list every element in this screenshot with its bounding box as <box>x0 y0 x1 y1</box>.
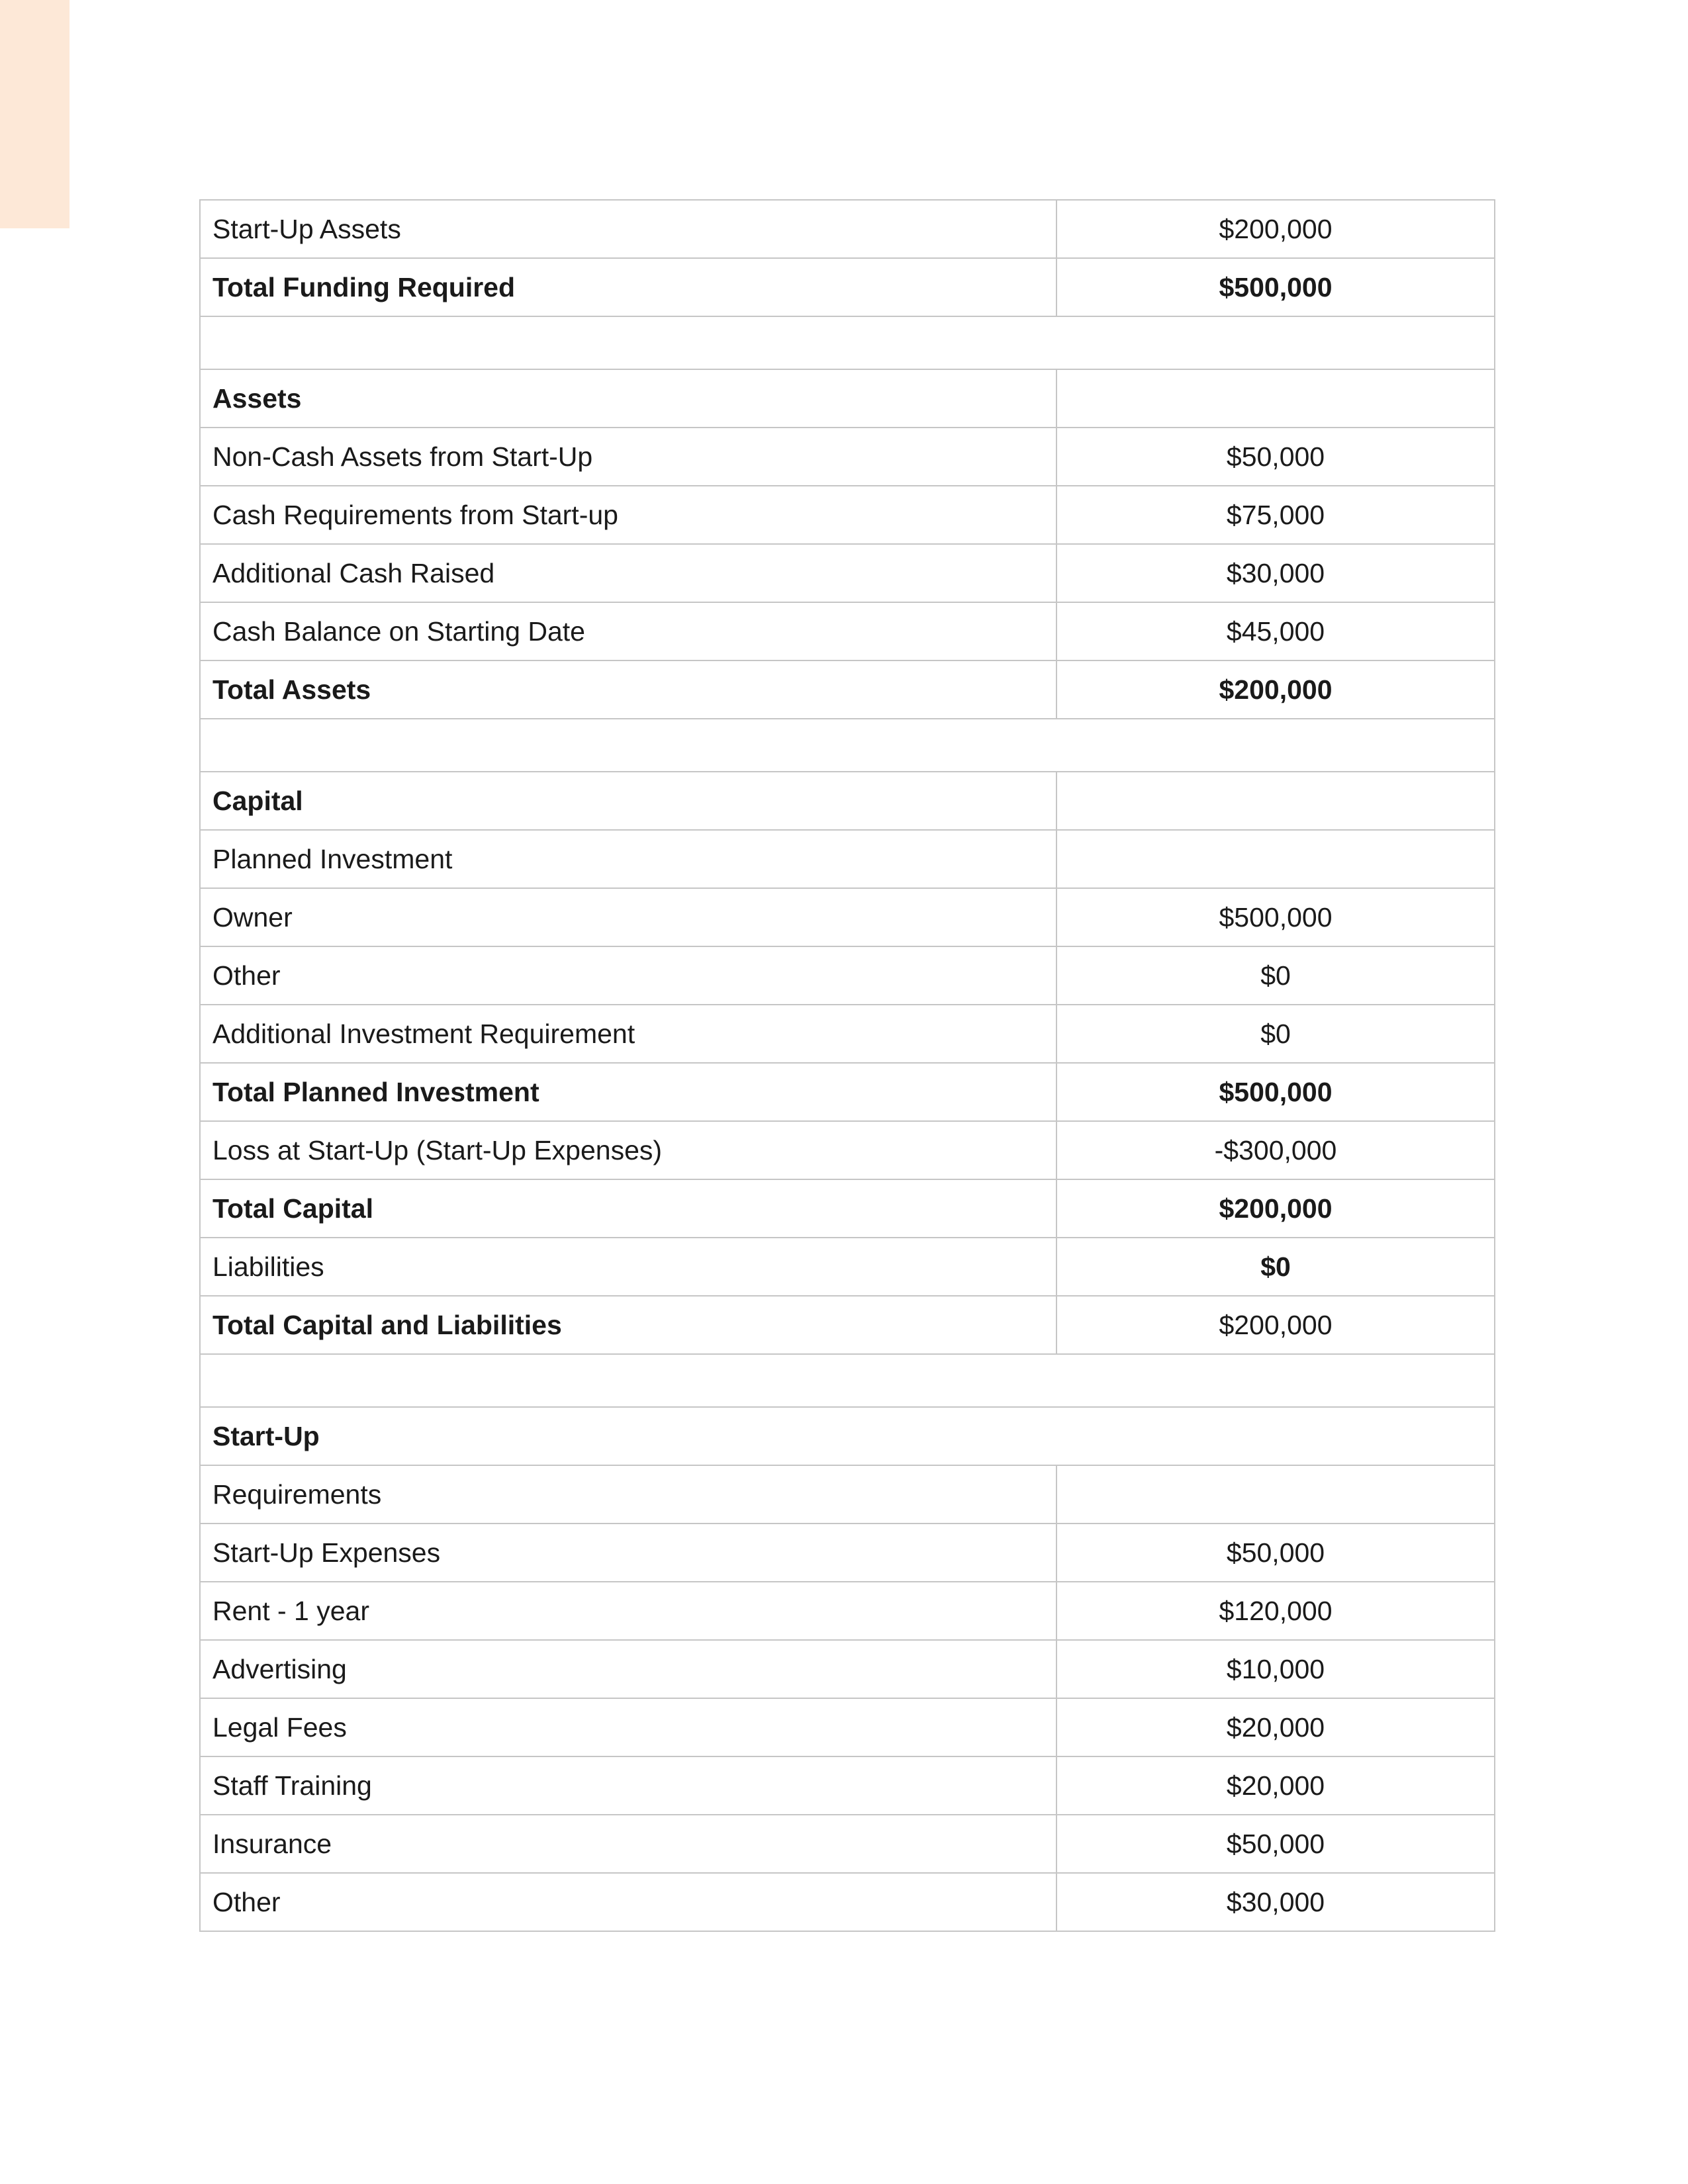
table-row <box>200 1815 1495 1873</box>
total-capital-value: $200,000 <box>1056 1179 1495 1238</box>
planned-investment-subheading: Planned Investment <box>200 830 1056 888</box>
row-value: $30,000 <box>1056 1873 1495 1931</box>
table-row <box>200 660 1495 719</box>
table-row <box>200 486 1495 544</box>
row-value: $50,000 <box>1056 1815 1495 1873</box>
total-capital-liabilities-value: $200,000 <box>1056 1296 1495 1354</box>
table-row <box>200 1296 1495 1354</box>
total-funding-label: Total Funding Required <box>200 258 1056 316</box>
table-row <box>200 1524 1495 1582</box>
table-row <box>200 544 1495 602</box>
table-row <box>200 1698 1495 1756</box>
startup-assets-label: Start-Up Assets <box>200 200 1056 258</box>
row-label: Additional Investment Requirement <box>200 1005 1056 1063</box>
requirements-subheading: Requirements <box>200 1465 1056 1524</box>
row-value: $50,000 <box>1056 1524 1495 1582</box>
row-value: $10,000 <box>1056 1640 1495 1698</box>
row-label: Advertising <box>200 1640 1056 1698</box>
row-label: Other <box>200 1873 1056 1931</box>
row-value: $75,000 <box>1056 486 1495 544</box>
row-label: Cash Balance on Starting Date <box>200 602 1056 660</box>
table-row <box>200 1640 1495 1698</box>
row-label: Owner <box>200 888 1056 946</box>
loss-at-startup-value: -$300,000 <box>1056 1121 1495 1179</box>
table-row <box>200 258 1495 316</box>
total-funding-value: $500,000 <box>1056 258 1495 316</box>
row-value: $120,000 <box>1056 1582 1495 1640</box>
capital-heading: Capital <box>200 772 1056 830</box>
startup-heading: Start-Up <box>200 1407 1495 1465</box>
startup-funding-table <box>199 199 1495 1932</box>
row-label: Rent - 1 year <box>200 1582 1056 1640</box>
row-label: Other <box>200 946 1056 1005</box>
table-row <box>200 830 1495 888</box>
table-row <box>200 1582 1495 1640</box>
total-assets-label: Total Assets <box>200 660 1056 719</box>
total-planned-investment-value: $500,000 <box>1056 1063 1495 1121</box>
row-label: Start-Up Expenses <box>200 1524 1056 1582</box>
row-value: $45,000 <box>1056 602 1495 660</box>
table-row <box>200 602 1495 660</box>
table-row <box>200 888 1495 946</box>
row-value: $0 <box>1056 946 1495 1005</box>
startup-assets-value: $200,000 <box>1056 200 1495 258</box>
table-row <box>200 946 1495 1005</box>
table-row <box>200 1005 1495 1063</box>
row-label: Cash Requirements from Start-up <box>200 486 1056 544</box>
spacer-row <box>200 316 1495 369</box>
liabilities-value: $0 <box>1056 1238 1495 1296</box>
spacer-row <box>200 1354 1495 1407</box>
row-label: Insurance <box>200 1815 1056 1873</box>
table-row <box>200 1063 1495 1121</box>
corner-accent-tab <box>0 0 70 228</box>
assets-heading: Assets <box>200 369 1056 428</box>
spacer-row <box>200 719 1495 772</box>
section-heading-row <box>200 772 1495 830</box>
total-planned-investment-label: Total Planned Investment <box>200 1063 1056 1121</box>
table-row <box>200 1179 1495 1238</box>
table-row <box>200 1756 1495 1815</box>
row-value: $500,000 <box>1056 888 1495 946</box>
table-row <box>200 1121 1495 1179</box>
total-assets-value: $200,000 <box>1056 660 1495 719</box>
liabilities-label: Liabilities <box>200 1238 1056 1296</box>
section-heading-row <box>200 1407 1495 1465</box>
row-value: $50,000 <box>1056 428 1495 486</box>
row-label: Legal Fees <box>200 1698 1056 1756</box>
table-row <box>200 200 1495 258</box>
row-value: $20,000 <box>1056 1698 1495 1756</box>
row-value: $30,000 <box>1056 544 1495 602</box>
row-value: $0 <box>1056 1005 1495 1063</box>
row-value: $20,000 <box>1056 1756 1495 1815</box>
loss-at-startup-label: Loss at Start-Up (Start-Up Expenses) <box>200 1121 1056 1179</box>
row-label: Staff Training <box>200 1756 1056 1815</box>
table-row <box>200 1465 1495 1524</box>
row-label: Additional Cash Raised <box>200 544 1056 602</box>
table-row <box>200 428 1495 486</box>
table-row <box>200 1873 1495 1931</box>
row-label: Non-Cash Assets from Start-Up <box>200 428 1056 486</box>
section-heading-row <box>200 369 1495 428</box>
total-capital-label: Total Capital <box>200 1179 1056 1238</box>
table-row <box>200 1238 1495 1296</box>
total-capital-liabilities-label: Total Capital and Liabilities <box>200 1296 1056 1354</box>
